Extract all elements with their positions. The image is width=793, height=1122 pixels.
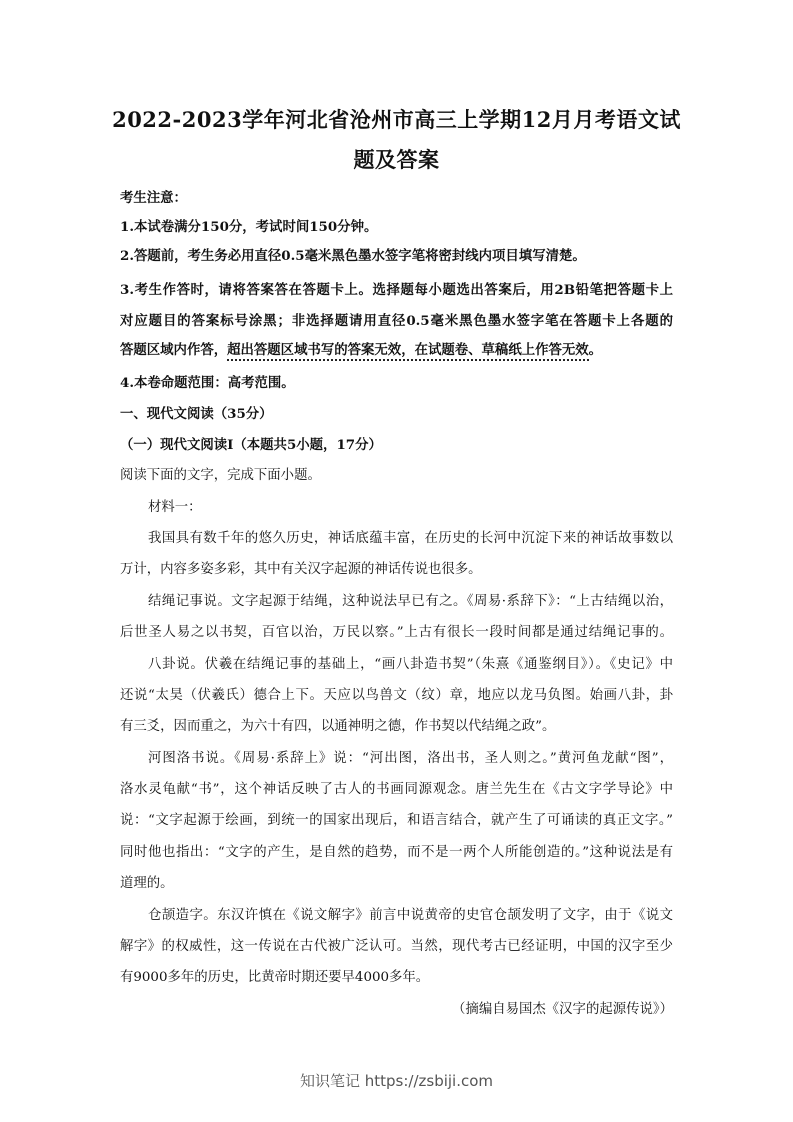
notice-item-3-line-3 bbox=[120, 340, 673, 360]
notice-emphasis-dotted: 超出答题区域书写的答案无效，在试题卷、草稿纸上作答无效 bbox=[227, 342, 589, 361]
passage-p2-line-1: 结绳记事说。文字起源于结绳，这种说法早已有之。《周易·系辞下》：“上古结绳以治， bbox=[148, 594, 673, 609]
notice-item-2: 2.答题前，考生务必用直径0.5毫米黑色墨水签字笔将密封线内项目填写清楚。 bbox=[120, 248, 586, 264]
footer-watermark: 知识笔记 https://zsbiji.com bbox=[299, 1072, 494, 1090]
passage-p4-line-2: 洛水灵龟献“书”，这个神话反映了古人的书画同源观念。唐兰先生在《古文字学导论》中 bbox=[120, 782, 673, 797]
notice-item-3-line-2: 对应题目的答案标号涂黑；非选择题请用直径0.5毫米黑色墨水签字笔在答题卡上各题的 bbox=[120, 313, 673, 329]
passage-p3-line-2: 还说“太昊（伏羲氏）德合上下。天应以鸟兽文（纹）章，地应以龙马负图。始画八卦，卦 bbox=[120, 688, 673, 703]
notice-item-3-line-3-post: 。 bbox=[588, 342, 603, 358]
notice-item-1: 1.本试卷满分150分，考试时间150分钟。 bbox=[120, 219, 378, 235]
passage-p5-line-2: 解字》的权威性，这一传说在古代被广泛认可。当然，现代考古已经证明，中国的汉字至少 bbox=[120, 939, 673, 954]
passage-p3-line-1: 八卦说。伏羲在结绳记事的基础上，“画八卦造书契”（朱熹《通鉴纲目》）。《史记》中 bbox=[148, 657, 673, 672]
document-title-line-1: 2022-2023学年河北省沧州市高三上学期12月月考语文试 bbox=[112, 107, 681, 132]
passage-p4-line-1: 河图洛书说。《周易·系辞上》说：“河出图，洛出书，圣人则之。”黄河鱼龙献“图”， bbox=[148, 751, 673, 766]
notice-item-3-line-3-pre: 答题区域内作答， bbox=[120, 342, 228, 358]
passage-p5-line-1: 仓颉造字。东汉许慎在《说文解字》前言中说黄帝的史官仓颉发明了文字，由于《说文 bbox=[148, 908, 673, 923]
section-heading: 一、现代文阅读（35分） bbox=[120, 406, 273, 422]
reading-instruction: 阅读下面的文字，完成下面小题。 bbox=[120, 468, 321, 483]
passage-p4-line-4: 同时他也指出：“文字的产生，是自然的趋势，而不是一两个人所能创造的。”这种说法是有 bbox=[120, 845, 673, 860]
passage-p5-line-3: 有9000多年的历史，比黄帝时期还要早4000多年。 bbox=[120, 970, 430, 985]
passage-source: （摘编自易国杰《汉字的起源传说》） bbox=[452, 1002, 673, 1017]
passage-p3-line-3: 有三爻，因而重之，为六十有四，以通神明之德，作书契以代结绳之政”。 bbox=[120, 719, 556, 734]
notice-item-4: 4.本卷命题范围：高考范围。 bbox=[120, 375, 295, 391]
passage-p4-line-5: 道理的。 bbox=[120, 876, 174, 891]
passage-p2-line-2: 后世圣人易之以书契，百官以治，万民以察。”上古有很长一段时间都是通过结绳记事的。 bbox=[120, 625, 673, 640]
material-label: 材料一： bbox=[148, 500, 202, 515]
passage-p1-line-2: 万计，内容多姿多彩，其中有关汉字起源的神话传说也很多。 bbox=[120, 562, 482, 577]
notice-item-3-line-1: 3.考生作答时，请将答案答在答题卡上。选择题每小题选出答案后，用2B铅笔把答题卡上 bbox=[120, 282, 673, 298]
passage-p1-line-1: 我国具有数千年的悠久历史，神话底蕴丰富，在历史的长河中沉淀下来的神话故事数以 bbox=[148, 531, 673, 546]
passage-p4-line-3: 说：“文字起源于绘画，到统一的国家出现后，和语言结合，就产生了可诵读的真正文字。” bbox=[120, 813, 673, 828]
document-title-line-2: 题及答案 bbox=[353, 147, 440, 172]
section-subheading: （一）现代文阅读Ⅰ（本题共5小题，17分） bbox=[120, 437, 382, 453]
notice-heading: 考生注意： bbox=[120, 190, 187, 206]
